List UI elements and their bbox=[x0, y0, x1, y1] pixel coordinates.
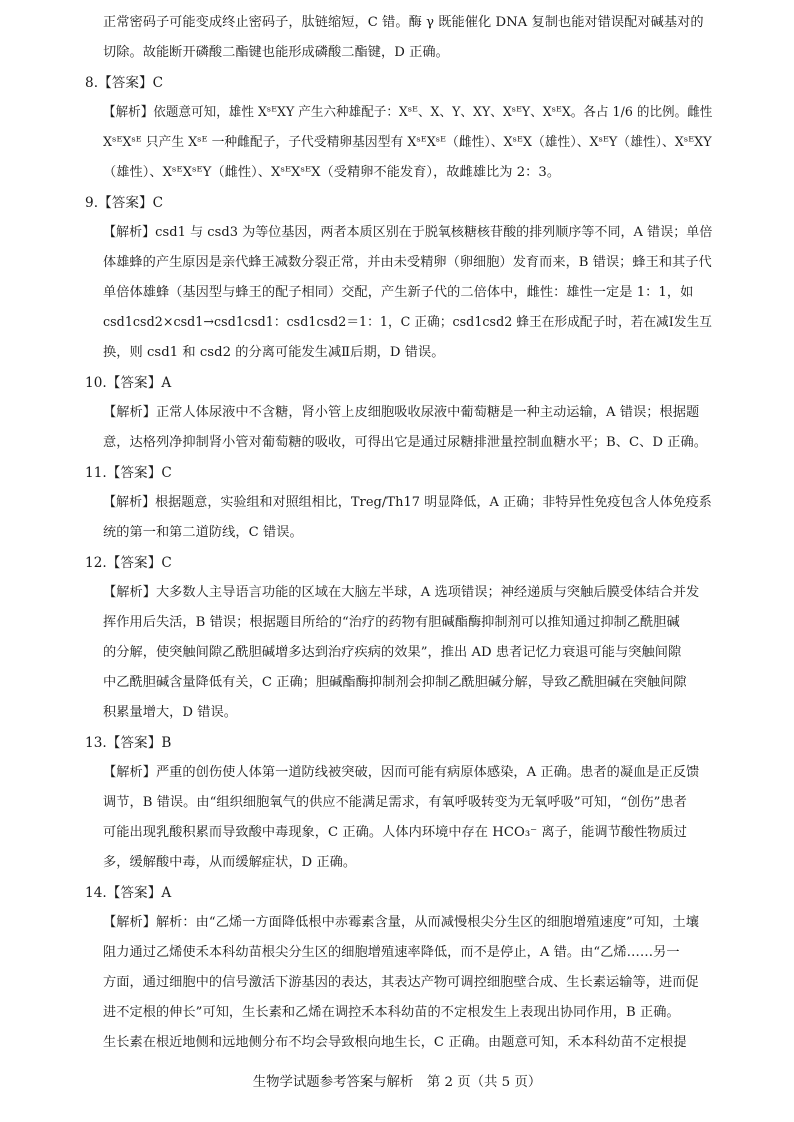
text-line: 积累量增大，D 错误。 bbox=[103, 705, 238, 720]
answer-heading-9: 9.【答案】C bbox=[85, 195, 164, 211]
text-line: 【解析】大多数人主导语言功能的区域在大脑左半球，A 选项错误；神经递质与突触后膜受体结合并发 bbox=[103, 585, 700, 600]
text-line: 挥作用后失活，B 错误；根据题目所给的“治疗的药物有胆碱酯酶抑制剂可以推知通过抑制乙酰胆碱 bbox=[103, 615, 680, 630]
answer-heading-13: 13.【答案】B bbox=[85, 735, 172, 751]
answer-heading-14: 14.【答案】A bbox=[85, 885, 172, 901]
text-line: 正常密码子可能变成终止密码子，肽链缩短，C 错。酶 γ 既能催化 DNA 复制也能对错误配对碱基对的 bbox=[103, 15, 704, 30]
text-line: 方面，通过细胞中的信号激活下游基因的表达，其表达产物可调控细胞壁合成、生长素运输等，进而促 bbox=[103, 975, 699, 990]
text-line: 【解析】解析：由“乙烯一方面降低根中赤霉素含量，从而减慢根尖分生区的细胞增殖速度”可知，土壤 bbox=[103, 915, 700, 930]
answer-heading-8: 8.【答案】C bbox=[85, 75, 164, 91]
text-line: XˢᴱXˢᴱ 只产生 Xˢᴱ 一种雌配子，子代受精卵基因型有 XˢᴱXˢᴱ（雌性）、XˢᴱX（雄性）、XˢᴱY（雄性）、XˢᴱXY bbox=[103, 135, 712, 150]
text-line: 【解析】根据题意，实验组和对照组相比，Treg/Th17 明显降低，A 正确；非特异性免疫包含人体免疫系 bbox=[103, 495, 712, 510]
text-line: （雄性）、XˢᴱXˢᴱY（雌性）、XˢᴱXˢᴱX（受精卵不能发育），故雌雄比为 2：3。 bbox=[103, 165, 561, 180]
text-line: 意，达格列净抑制肾小管对葡萄糖的吸收，可得出它是通过尿糖排泄量控制血糖水平；B、C、D 正确。 bbox=[103, 435, 707, 450]
text-line: 【解析】依题意可知，雄性 XˢᴱXY 产生六种雄配子：Xˢᴱ、X、Y、XY、XˢᴱY、XˢᴱX。各占 1/6 的比例。雌性 bbox=[103, 105, 713, 120]
text-line: 【解析】正常人体尿液中不含糖，肾小管上皮细胞吸收尿液中葡萄糖是一种主动运输，A 错误；根据题 bbox=[103, 405, 700, 420]
text-line: 中乙酰胆碱含量降低有关，C 正确；胆碱酯酶抑制剂会抑制乙酰胆碱分解，导致乙酰胆碱在突触间隙 bbox=[103, 675, 687, 690]
text-line: 【解析】csd1 与 csd3 为等位基因，两者本质区别在于脱氧核糖核苷酸的排列顺序等不同，A 错误；单倍 bbox=[103, 225, 713, 240]
text-line: 的分解，使突触间隙乙酰胆碱增多达到治疗疾病的效果”，推出 AD 患者记忆力衰退可能与突触间隙 bbox=[103, 645, 682, 660]
text-line: 单倍体雄蜂（基因型与蜂王的配子相同）交配，产生新子代的二倍体中，雌性：雄性一定是 1：1，如 bbox=[103, 285, 694, 300]
text-line: csd1csd2×csd1→csd1csd1：csd1csd2＝1：1，C 正确；csd1csd2 蜂王在形成配子时，若在减Ⅰ发生互 bbox=[103, 315, 712, 330]
text-line: 体雄蜂的产生原因是亲代蜂王减数分裂正常，并由未受精卵（卵细胞）发育而来，B 错误；蜂王和其子代 bbox=[103, 255, 712, 270]
text-line: 阻力通过乙烯使禾本科幼苗根尖分生区的细胞增殖速率降低，而不是停止，A 错。由“乙烯……另一 bbox=[103, 945, 680, 960]
page-footer: 生物学试题参考答案与解析 第 2 页（共 5 页） bbox=[252, 1075, 542, 1090]
text-line: 调节，B 错误。由“组织细胞氧气的供应不能满足需求，有氧呼吸转变为无氧呼吸”可知，“创伤”患者 bbox=[103, 795, 687, 810]
text-line: 切除。故能断开磷酸二酯键也能形成磷酸二酯键，D 正确。 bbox=[103, 45, 449, 60]
text-line: 换，则 csd1 和 csd2 的分离可能发生减Ⅱ后期，D 错误。 bbox=[103, 345, 445, 360]
text-line: 多，缓解酸中毒，从而缓解症状，D 正确。 bbox=[103, 855, 357, 870]
answer-heading-10: 10.【答案】A bbox=[85, 375, 172, 391]
text-line: 生长素在根近地侧和远地侧分布不均会导致根向地生长，C 正确。由题意可知，禾本科幼苗不定根提 bbox=[103, 1035, 687, 1050]
text-line: 统的第一和第二道防线，C 错误。 bbox=[103, 525, 303, 540]
text-line: 进不定根的伸长”可知，生长素和乙烯在调控禾本科幼苗的不定根发生上表现出协同作用，B 正确。 bbox=[103, 1005, 680, 1020]
answer-heading-12: 12.【答案】C bbox=[85, 555, 172, 571]
text-line: 【解析】严重的创伤使人体第一道防线被突破，因而可能有病原体感染，A 正确。患者的凝血是正反馈 bbox=[103, 765, 700, 780]
answer-heading-11: 11.【答案】C bbox=[85, 465, 172, 481]
text-line: 可能出现乳酸积累而导致酸中毒现象，C 正确。人体内环境中存在 HCO₃⁻ 离子，能调节酸性物质过 bbox=[103, 825, 688, 840]
